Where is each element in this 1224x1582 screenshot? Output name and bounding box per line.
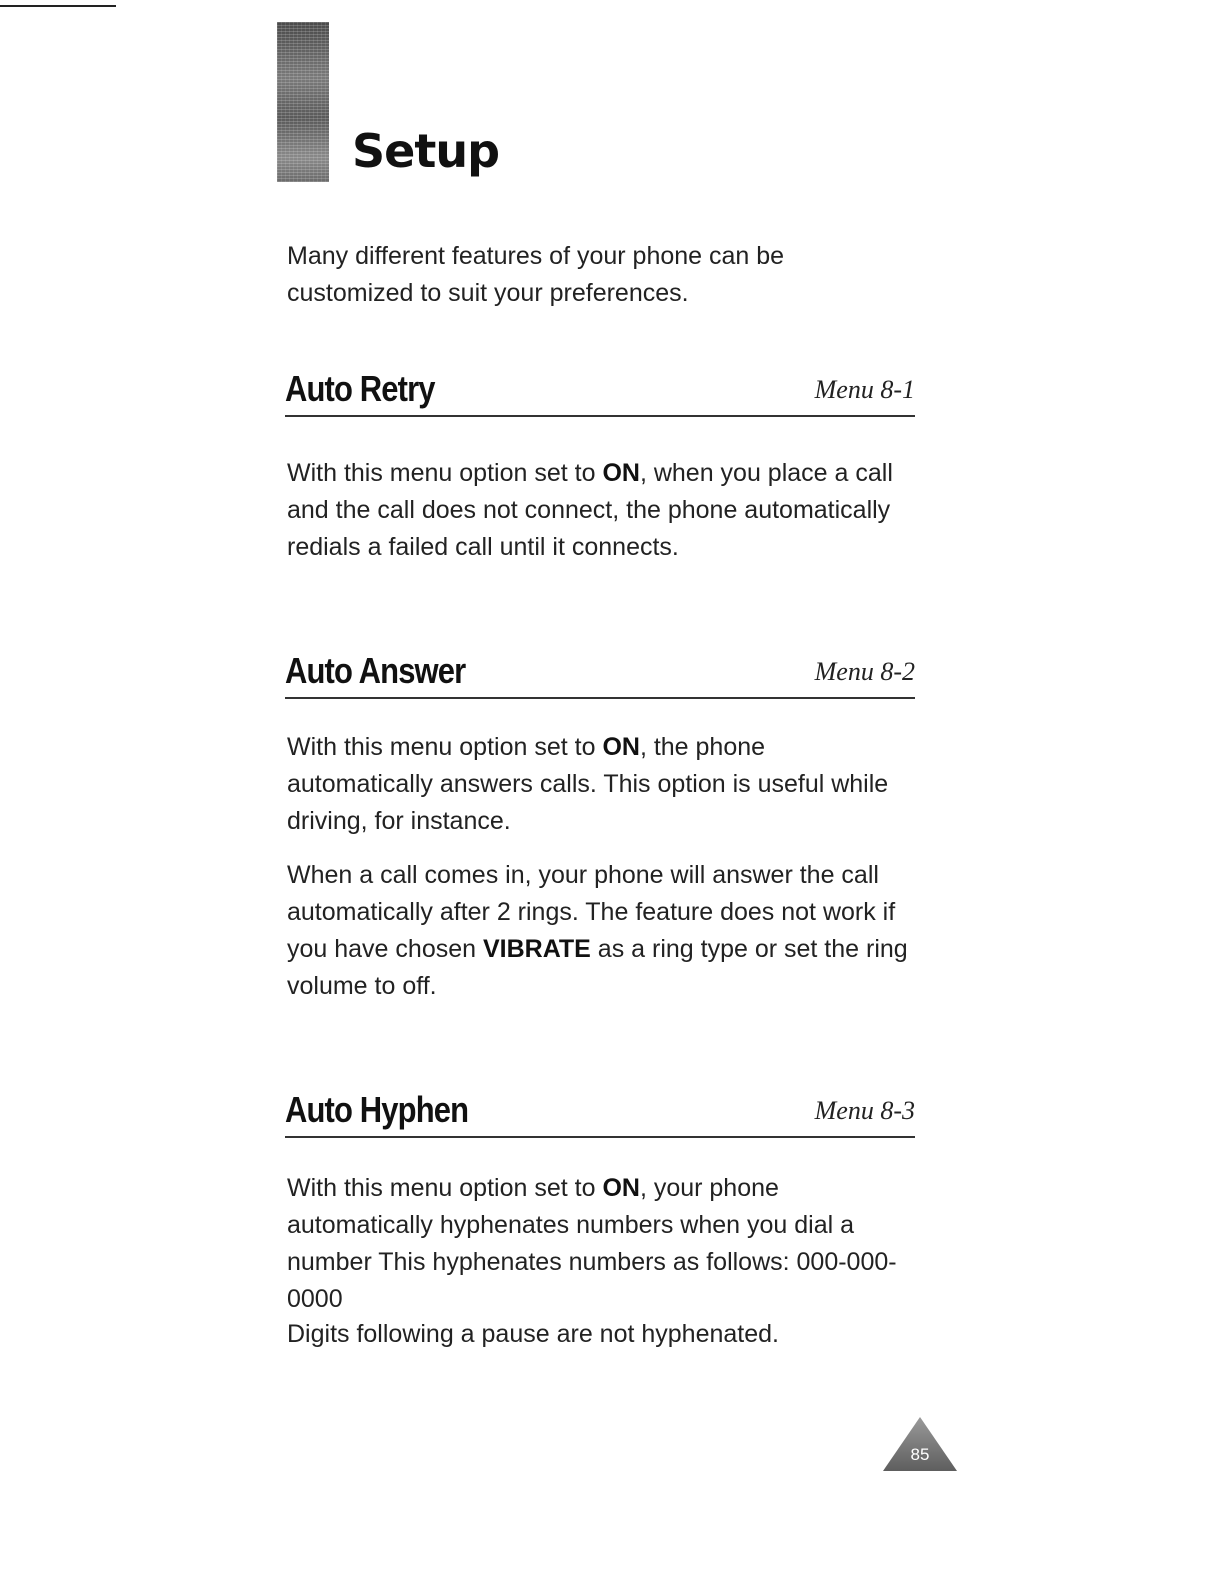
chapter-intro: Many different features of your phone can be customized to suit your preferences. <box>287 242 785 307</box>
bold-keyword: ON <box>602 733 640 761</box>
section-header-auto-retry <box>285 361 915 417</box>
menu-reference: Menu 8-2 <box>814 657 915 686</box>
triangle-icon <box>882 1416 958 1472</box>
chapter-title: Setup <box>352 124 499 178</box>
paragraph: When a call comes in, your phone will answer the call automatically after 2 rings. The feature does not work if you have chosen VIBRATE as a ring type or set the ring volume to off. <box>287 861 908 1000</box>
paragraph: With this menu option set to ON, when you place a call and the call does not connect, the phone automatically redials a failed call until it connects. <box>287 459 893 561</box>
menu-reference: Menu 8-3 <box>814 1096 915 1125</box>
section-title: Auto Hyphen <box>285 1089 469 1130</box>
menu-reference: Menu 8-1 <box>814 375 915 404</box>
top-rule <box>0 5 116 7</box>
section-title: Auto Answer <box>285 650 466 691</box>
page-number-badge <box>882 1416 958 1472</box>
paragraph: With this menu option set to ON, your phone automatically hyphenates numbers when you dial a number This hyphenates numbers as follows: 000-000-0000 <box>287 1174 897 1313</box>
paragraph: With this menu option set to ON, the phone automatically answers calls. This option is useful while driving, for instance. <box>287 733 889 835</box>
bold-keyword: ON <box>602 1174 640 1202</box>
chapter-tab-bar <box>277 22 329 182</box>
section-title: Auto Retry <box>285 368 435 409</box>
bold-keyword: ON <box>602 459 640 487</box>
page-number: 85 <box>910 1445 930 1464</box>
section-header-auto-hyphen <box>285 1082 915 1138</box>
section-header-auto-answer <box>285 643 915 699</box>
bold-keyword: VIBRATE <box>482 935 591 963</box>
paragraph: Digits following a pause are not hyphenated. <box>287 1320 779 1348</box>
